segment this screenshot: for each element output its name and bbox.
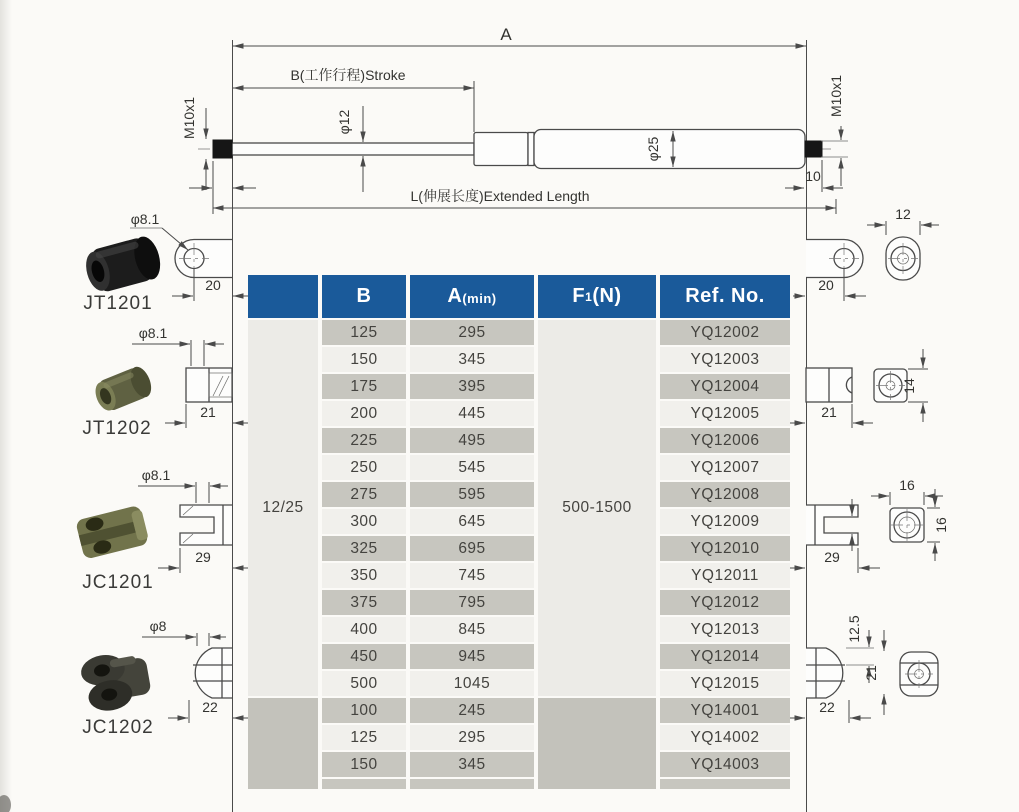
- jt1201-length-label-right: 20: [818, 277, 834, 293]
- header-f1: F 1 (N): [538, 275, 656, 318]
- cell-ref: YQ12012: [660, 590, 790, 615]
- jt1201-end-dim-label: 12: [895, 206, 911, 222]
- jc1202-end-dim-1-label: 12.5: [846, 615, 862, 643]
- cell-b: 275: [322, 482, 406, 507]
- cell-b: 250: [322, 455, 406, 480]
- gas-spring-drawing: [198, 130, 834, 169]
- cell-a-min: 495: [410, 428, 534, 453]
- cell-ref: YQ12010: [660, 536, 790, 561]
- jc1202-length-label: 22: [202, 699, 218, 715]
- header-group: [248, 275, 318, 318]
- cell-ref: YQ12007: [660, 455, 790, 480]
- jt1202-end-dim-label: 14: [901, 378, 917, 394]
- cell-a-min: 645: [410, 509, 534, 534]
- cell-a-min: [410, 779, 534, 789]
- cell-ref: YQ12011: [660, 563, 790, 588]
- cell-a-min: 545: [410, 455, 534, 480]
- tube-dia-label: φ25: [645, 136, 661, 162]
- jt1201-length-label: 20: [205, 277, 221, 293]
- cell-ref: YQ12008: [660, 482, 790, 507]
- right-thread-stub: [805, 141, 822, 157]
- cell-b: [322, 779, 406, 789]
- dim-thread-left: [181, 97, 206, 190]
- jc1201-length-label: 29: [195, 549, 211, 565]
- cell-ref: YQ12015: [660, 671, 790, 696]
- cell-b: 400: [322, 617, 406, 642]
- jc1202-code-label: JC1202: [82, 717, 154, 738]
- cell-b: 325: [322, 536, 406, 561]
- dim-thread-right: [821, 75, 848, 186]
- jc1201-end-dim-side-label: 16: [933, 517, 949, 533]
- jc1202-photo: [79, 648, 154, 715]
- cell-a-min: 395: [410, 374, 534, 399]
- jt1202-length-label-right: 21: [821, 404, 837, 420]
- thread-right-label: M10x1: [828, 74, 844, 118]
- cell-b: 175: [322, 374, 406, 399]
- cell-a-min: 945: [410, 644, 534, 669]
- cell-a-min: 345: [410, 752, 534, 777]
- cell-a-min: 345: [410, 347, 534, 372]
- group-label-cell: 12/25: [248, 320, 318, 696]
- jt1201-code-label: JT1201: [83, 293, 153, 314]
- cell-ref: YQ14001: [660, 698, 790, 723]
- cell-a-min: 245: [410, 698, 534, 723]
- jc1201-end-dim-top-label: 16: [899, 477, 915, 493]
- jt1202-hole-dia-label: φ8.1: [138, 325, 168, 341]
- cell-ref: YQ12013: [660, 617, 790, 642]
- header-b: B: [322, 275, 406, 318]
- cell-ref: YQ12005: [660, 401, 790, 426]
- cell-ref: YQ12006: [660, 428, 790, 453]
- left-thread-stub: [213, 140, 232, 158]
- cell-b: 150: [322, 752, 406, 777]
- cell-a-min: 745: [410, 563, 534, 588]
- cell-a-min: 1045: [410, 671, 534, 696]
- cell-ref: YQ14002: [660, 725, 790, 750]
- cell-a-min: 845: [410, 617, 534, 642]
- jc1201-code-label: JC1201: [82, 572, 154, 593]
- dim-stroke-b: [233, 67, 474, 135]
- rod-dia-label: φ12: [336, 109, 352, 135]
- jc1201-photo: [75, 505, 150, 560]
- cell-ref: YQ12009: [660, 509, 790, 534]
- spec-table: [248, 275, 790, 789]
- cell-b: 125: [322, 725, 406, 750]
- cell-ref: YQ12004: [660, 374, 790, 399]
- scan-smudge: [0, 795, 11, 812]
- header-ref-no: Ref. No.: [660, 275, 790, 318]
- dim-b-label: B(工作行程)Stroke: [290, 67, 406, 83]
- jt1202-code-label: JT1202: [82, 418, 152, 439]
- group-label-cell: [248, 698, 318, 789]
- cell-b: 350: [322, 563, 406, 588]
- cell-b: 500: [322, 671, 406, 696]
- cell-a-min: 445: [410, 401, 534, 426]
- dim-stub-left: [189, 161, 256, 192]
- jt1202-photo: [91, 364, 155, 415]
- jc1201-length-label-right: 29: [824, 549, 840, 565]
- cell-b: 450: [322, 644, 406, 669]
- header-a-min: A (min): [410, 275, 534, 318]
- force-value-cell: [538, 698, 656, 789]
- cell-b: 300: [322, 509, 406, 534]
- thread-len-right-label: 10: [805, 168, 821, 184]
- cell-ref: [660, 779, 790, 789]
- cell-a-min: 295: [410, 320, 534, 345]
- cell-a-min: 695: [410, 536, 534, 561]
- jc1202-end-dim-2-label: 21: [863, 665, 879, 681]
- jt1202-length-label: 21: [200, 404, 216, 420]
- thread-left-label: M10x1: [181, 96, 197, 140]
- jc1202-length-label-right: 22: [819, 699, 835, 715]
- cell-a-min: 295: [410, 725, 534, 750]
- jt1201-photo: [82, 234, 165, 296]
- dim-extended-l: [213, 188, 836, 214]
- cell-ref: YQ12003: [660, 347, 790, 372]
- force-value-cell: 500-1500: [538, 320, 656, 696]
- cell-a-min: 795: [410, 590, 534, 615]
- cell-b: 150: [322, 347, 406, 372]
- cell-b: 100: [322, 698, 406, 723]
- jc1201-hole-dia-label: φ8.1: [141, 467, 171, 483]
- cell-a-min: 595: [410, 482, 534, 507]
- dim-l-label: L(伸展长度)Extended Length: [410, 188, 590, 204]
- dim-overall-a: [233, 25, 806, 46]
- cell-b: 125: [322, 320, 406, 345]
- cell-ref: YQ12002: [660, 320, 790, 345]
- jc1202-hole-dia-label: φ8: [149, 618, 167, 634]
- cell-ref: YQ12014: [660, 644, 790, 669]
- cell-b: 200: [322, 401, 406, 426]
- cell-b: 375: [322, 590, 406, 615]
- dim-a-label: A: [500, 25, 512, 44]
- cell-ref: YQ14003: [660, 752, 790, 777]
- jt1201-hole-dia-label: φ8.1: [130, 211, 160, 227]
- cell-b: 225: [322, 428, 406, 453]
